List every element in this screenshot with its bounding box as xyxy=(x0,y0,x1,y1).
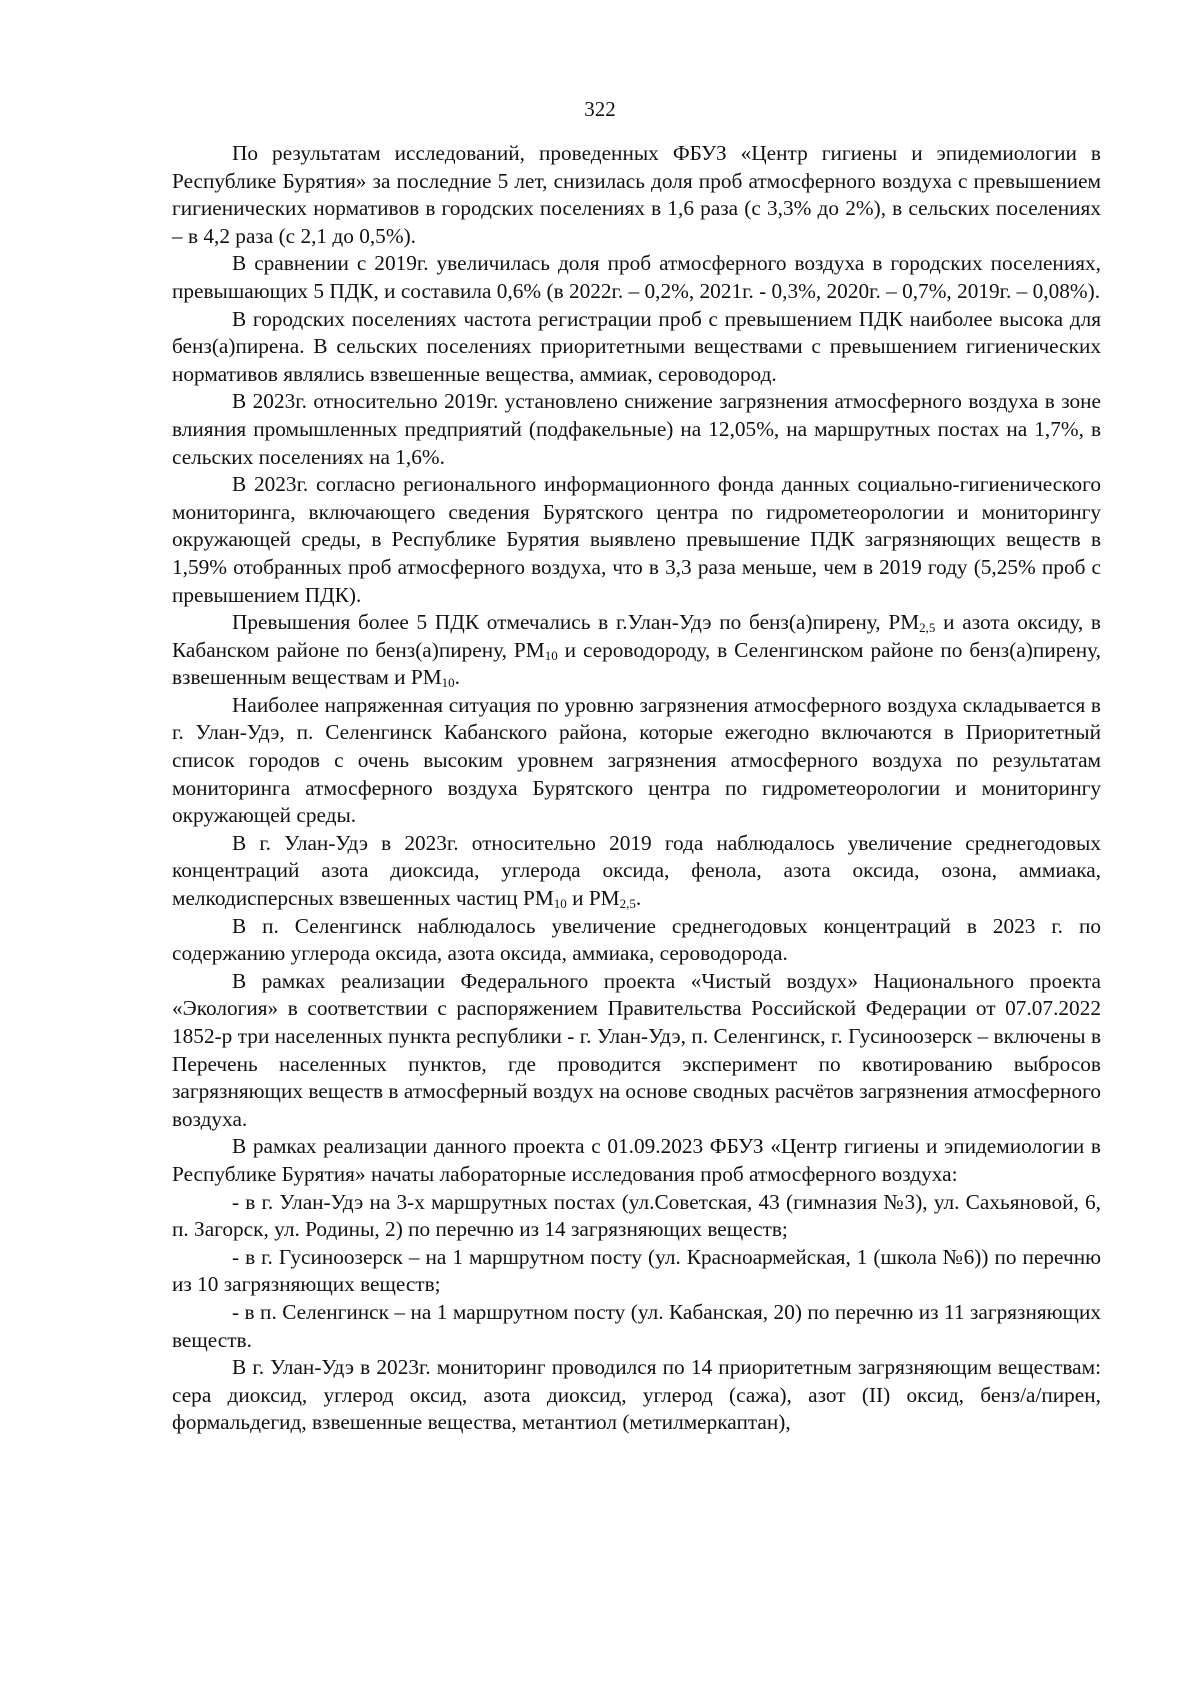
paragraph: В сравнении с 2019г. увеличилась доля проб атмосферного воздуха в городских поселениях, превышающих 5 ПДК, и составила 0,6% (в 2022г. – 0,2%, 2021г. - 0,3%, 2020г. – 0,7%, 2019г. – 0,08%). xyxy=(172,251,1101,303)
subscript: 2,5 xyxy=(619,896,636,912)
subscript: 10 xyxy=(553,896,567,912)
paragraph: В п. Селенгинск наблюдалось увеличение среднегодовых концентраций в 2023 г. по содержанию углерода оксида, азота оксида, аммиака, сероводорода. xyxy=(172,913,1101,966)
paragraph: В рамках реализации Федерального проекта «Чистый воздух» Национального проекта «Экология» в соответствии с распоряжением Правительства Российской Федерации от 07.07.2022 1852-р три населенных пункта республики - г. Улан-Удэ, п. Селенгинск, г. Гусиноозерск – включены в Перечень населенных пунктов, где проводится эксперимент по квотированию выбросов загрязняющих веществ в атмосферный воздух на основе сводных расчётов загрязнения атмосферного воздуха. xyxy=(172,968,1101,1131)
paragraph: В 2023г. относительно 2019г. установлено снижение загрязнения атмосферного воздуха в зоне влияния промышленных предприятий (подфакельные) на 12,05%, на маршрутных постах на 1,7%, в сельских поселениях на 1,6%. xyxy=(172,389,1101,469)
page-number: 322 xyxy=(584,97,616,121)
list-item: - в п. Селенгинск – на 1 маршрутном посту (ул. Кабанская, 20) по перечню из 11 загрязняющих веществ. xyxy=(172,1299,1101,1352)
paragraph: В городских поселениях частота регистрации проб с превышением ПДК наиболее высока для бенз(а)пирена. В сельских поселениях приоритетными веществами с превышением гигиенических нормативов являлись взвешенные вещества, аммиак, сероводород. xyxy=(172,306,1101,386)
subscript: 10 xyxy=(441,675,455,691)
paragraph: Превышения более 5 ПДК отмечались в г.Улан-Удэ по бенз(а)пирену, $PM_{2,5}$ и азота оксиду, в Кабанском районе по бенз(а)пирену, $PM_{10}$ и сероводороду, в Селенгинском районе по бенз(а)пирену, взвешенным веществам и $PM_{10}$. xyxy=(172,610,1101,691)
paragraph: По результатам исследований, проведенных ФБУЗ «Центр гигиены и эпидемиологии в Республике Бурятия» за последние 5 лет, снизилась доля проб атмосферного воздуха с превышением гигиенических нормативов в городских поселениях в 1,6 раза (с 3,3% до 2%), в сельских поселениях – в 4,2 раза (с 2,1 до 0,5%). xyxy=(172,141,1101,248)
paragraph: В 2023г. согласно регионального информационного фонда данных социально-гигиенического мониторинга, включающего сведения Бурятского центра по гидрометеорологии и мониторингу окружающей среды, в Республике Бурятия выявлено превышение ПДК загрязняющих веществ в 1,59% отобранных проб атмосферного воздуха, что в 3,3 раза меньше, чем в 2019 году (5,25% проб с превышением ПДК). xyxy=(172,472,1101,607)
subscript: 10 xyxy=(544,647,558,663)
list-item: - в г. Улан-Удэ на 3-х маршрутных постах (ул.Советская, 43 (гимназия №3), ул. Сахьяновой, 6, п. Загорск, ул. Родины, 2) по перечню из 14 загрязняющих веществ; xyxy=(172,1189,1101,1242)
paragraph: В г. Улан-Удэ в 2023г. мониторинг проводился по 14 приоритетным загрязняющим веществам: сера диоксид, углерод оксид, азота диоксид, углерод (сажа), азот (II) оксид, бенз/а/пирен, формальдегид, взвешенные вещества, метантиол (метилмеркаптан), xyxy=(172,1355,1101,1435)
list-item: - в г. Гусиноозерск – на 1 маршрутном посту (ул. Красноармейская, 1 (школа №6)) по перечню из 10 загрязняющих веществ; xyxy=(172,1244,1101,1297)
paragraph: В рамках реализации данного проекта с 01.09.2023 ФБУЗ «Центр гигиены и эпидемиологии в Республике Бурятия» начаты лабораторные исследования проб атмосферного воздуха: xyxy=(172,1134,1101,1186)
subscript: 2,5 xyxy=(919,620,936,636)
paragraph: Наиболее напряженная ситуация по уровню загрязнения атмосферного воздуха складывается в г. Улан-Удэ, п. Селенгинск Кабанского района, которые ежегодно включаются в Приоритетный список городов с очень высоким уровнем загрязнения атмосферного воздуха по результатам мониторинга атмосферного воздуха Бурятского центра по гидрометеорологии и мониторингу окружающей среды. xyxy=(172,692,1101,828)
paragraph: В г. Улан-Удэ в 2023г. относительно 2019 года наблюдалось увеличение среднегодовых концентраций азота диоксида, углерода оксида, фенола, азота оксида, озона, аммиака, мелкодисперсных взвешенных частиц $PM_{10}$ и $PM_{2,5}$. xyxy=(172,830,1101,912)
document-body xyxy=(172,140,1101,1437)
